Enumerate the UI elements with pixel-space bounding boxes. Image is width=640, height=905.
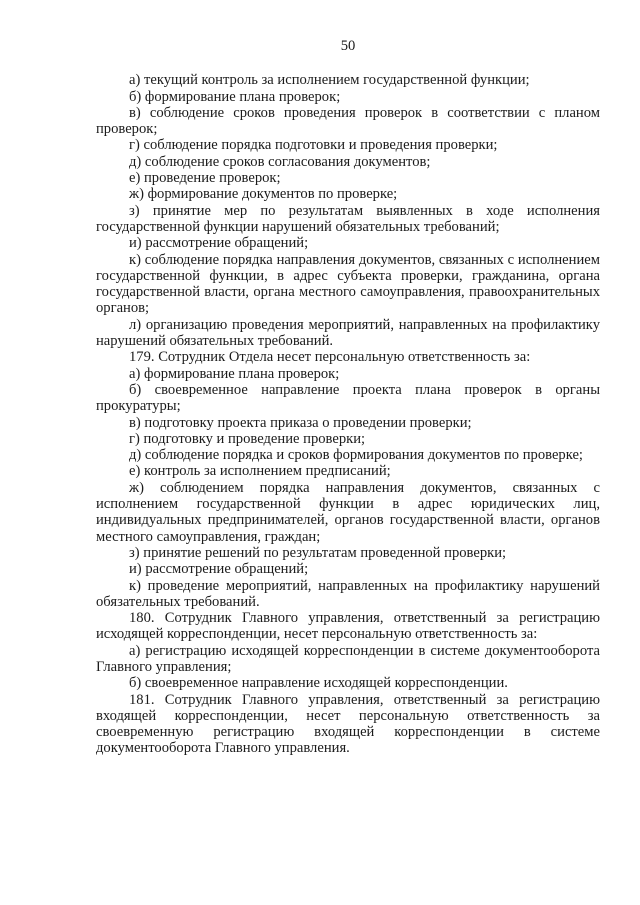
- list-item: в) подготовку проекта приказа о проведении проверки;: [129, 414, 472, 431]
- list-item: и) рассмотрение обращений;: [129, 235, 309, 252]
- list-item: а) текущий контроль за исполнением государственной функции;: [129, 72, 530, 89]
- list-item: б) своевременное направление проекта плана проверок в органы прокуратуры;: [96, 381, 600, 415]
- list-item: л) организацию проведения мероприятий, направленных на профилактику нарушений обязательных требований.: [96, 316, 600, 350]
- list-item: г) соблюдение порядка подготовки и проведения проверки;: [129, 137, 498, 154]
- list-item: и) рассмотрение обращений;: [129, 561, 309, 578]
- list-item: ж) соблюдением порядка направления документов, связанных с исполнением государственной функции в адрес юридических лиц, индивидуальных предпринимателей, органов государственной власти, органов местного самоуправления, граждан;: [96, 479, 600, 545]
- list-item: д) соблюдение сроков согласования документов;: [129, 153, 431, 170]
- list-item: к) соблюдение порядка направления документов, связанных с исполнением государственной функции, в адрес субъекта проверки, гражданина, органа государственной власти, органа местного самоуправления, правоохранительных органов;: [96, 251, 600, 317]
- document-body: [96, 72, 600, 756]
- list-item: а) формирование плана проверок;: [129, 365, 340, 382]
- section-paragraph: 180. Сотрудник Главного управления, ответственный за регистрацию исходящей корреспонденции, несет персональную ответственность за:: [96, 610, 600, 643]
- list-item: з) принятие решений по результатам проведенной проверки;: [129, 544, 507, 561]
- list-item: е) проведение проверок;: [129, 170, 281, 187]
- section-paragraph: 181. Сотрудник Главного управления, ответственный за регистрацию входящей корреспонденции, несет персональную ответственность за своевременную регистрацию входящей корреспонденции в системе документооборота Главного управления.: [96, 691, 600, 757]
- list-item: б) формирование плана проверок;: [129, 88, 341, 105]
- list-item: к) проведение мероприятий, направленных на профилактику нарушений обязательных требований.: [96, 577, 600, 610]
- list-item: е) контроль за исполнением предписаний;: [129, 463, 391, 480]
- section-paragraph: 179. Сотрудник Отдела несет персональную ответственность за:: [129, 349, 531, 366]
- list-item: б) своевременное направление исходящей корреспонденции.: [129, 675, 508, 692]
- list-item: д) соблюдение порядка и сроков формирования документов по проверке;: [129, 447, 583, 464]
- list-item: г) подготовку и проведение проверки;: [129, 430, 366, 447]
- list-item: з) принятие мер по результатам выявленных в ходе исполнения государственной функции нарушений обязательных требований;: [96, 202, 600, 235]
- list-item: ж) формирование документов по проверке;: [129, 186, 398, 203]
- list-item: в) соблюдение сроков проведения проверок в соответствии с планом проверок;: [96, 104, 600, 138]
- page-number: 50: [340, 38, 356, 54]
- list-item: а) регистрацию исходящей корреспонденции в системе документооборота Главного управления;: [96, 642, 600, 675]
